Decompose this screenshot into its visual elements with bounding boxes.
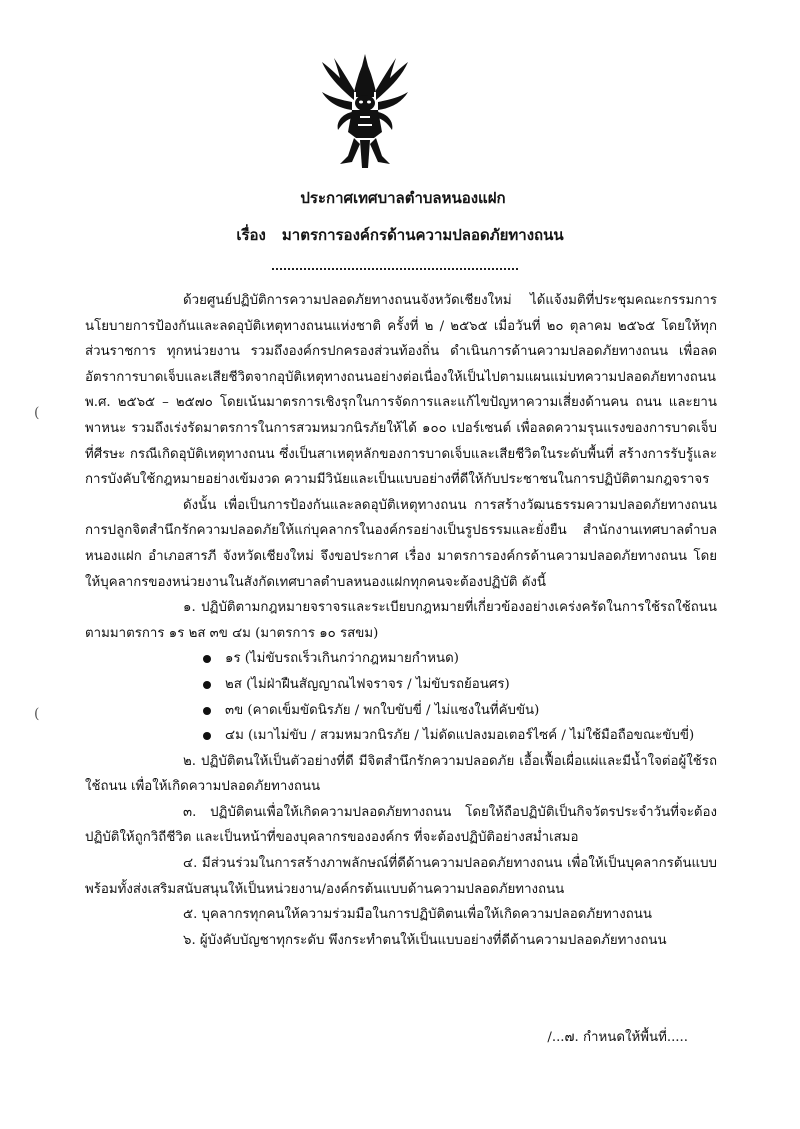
paragraph-intro: ด้วยศูนย์ปฏิบัติการความปลอดภัยทางถนนจังหวัดเชียงใหม่ ได้แจ้งมติที่ประชุมคณะกรรมการนโยบายการป้องกันและลดอุบัติเหตุทางถนนแห่งชาติ ครั้งที่ ๒ / ๒๕๖๕ เมื่อวันที่ ๒๐ ตุลาคม ๒๕๖๕ โดยให้ทุกส่วนราชการ ทุกหน่วยงาน รวมถึงองค์กรปกครองส่วนท้องถิ่น ดำเนินการด้านความปลอดภัยทางถนน เพื่อลดอัตราการบาดเจ็บและเสียชีวิตจากอุบัติเหตุทางถนนอย่างต่อเนื่องให้เป็นไปตามแผนแม่บทความปลอดภัยทางถนน พ.ศ. ๒๕๖๕ – ๒๕๗๐ โดยเน้นมาตรการเชิงรุกในการจัดการและแก้ไขปัญหาความเสี่ยงด้านคน ถนน และยานพาหนะ รวมถึงเร่งรัดมาตรการในการสวมหมวกนิรภัยให้ได้ ๑๐๐ เปอร์เซนต์ เพื่อลดความรุนแรงของการบาดเจ็บที่ศีรษะ กรณีเกิดอุบัติเหตุทางถนน ซึ่งเป็นสาเหตุหลักของการบาดเจ็บและเสียชีวิตในระดับพื้นที่ สร้างการรับรู้และการบังคับใช้กฎหมายอย่างเข้มงวด ความมีวินัยและเป็นแบบอย่างที่ดีให้กับประชาชนในการปฏิบัติตามกฎจราจร [85,293,717,488]
list-item: ๔. มีส่วนร่วมในการสร้างภาพลักษณ์ที่ดีด้านความปลอดภัยทางถนน เพื่อให้เป็นบุคลากรต้นแบบ พร้อมทั้งส่งเสริมสนับสนุนให้เป็นหน่วยงาน/องค์กรต้นแบบด้านความปลอดภัยทางถนน [85,856,717,897]
garuda-emblem-icon [318,52,412,170]
list-item: ๕. บุคลากรทุกคนให้ความร่วมมือในการปฏิบัติตนเพื่อให้เกิดความปลอดภัยทางถนน [183,907,652,923]
dotted-separator [272,258,518,270]
document-subject [0,225,800,245]
list-item: ๓. ปฏิบัติตนเพื่อให้เกิดความปลอดภัยทางถนน โดยให้ถือปฏิบัติเป็นกิจวัตรประจำวันที่จะต้องปฏิบัติให้ถูกวิถีชีวิต และเป็นหน้าที่ของบุคลากรขององค์กร ที่จะต้องปฏิบัติอย่างสม่ำเสมอ [85,804,717,846]
paragraph-therefore: ดังนั้น เพื่อเป็นการป้องกันและลดอุบัติเหตุทางถนน การสร้างวัฒนธรรมความปลอดภัยทางถนน การปลูกจิตสำนึกรักความปลอดภัยให้แก่บุคลากรในองค์กรอย่างเป็นรูปธรรมและยั่งยืน สำนักงานเทศบาลตำบลหนองแฝก อำเภอสารภี จังหวัดเชียงใหม่ จึงขอประกาศ เรื่อง มาตรการองค์กรด้านความปลอดภัยทางถนน โดยให้บุคลากรของหน่วยงานในสังกัดเทศบาลตำบลหนองแฝกทุกคนจะต้องปฏิบัติ ดังนี้ [85,497,717,590]
list-item: ๒. ปฏิบัติตนให้เป็นตัวอย่างที่ดี มีจิตสำนึกรักความปลอดภัย เอื้อเฟื้อเผื่อแผ่และมีน้ำใจต่อผู้ใช้รถใช้ถนน เพื่อให้เกิดความปลอดภัยทางถนน [85,753,717,795]
subject-text: มาตรการองค์กรด้านความปลอดภัยทางถนน [281,226,564,244]
margin-mark: ( [34,706,40,722]
list-item: ๑. ปฏิบัติตามกฎหมายจราจรและระเบียบกฎหมายที่เกี่ยวข้องอย่างเคร่งครัดในการใช้รถใช้ถนนตามมาตรการ ๑ร ๒ส ๓ข ๔ม (มาตรการ ๑๐ รสขม) [85,600,717,641]
list-item: ๔ม (เมาไม่ขับ / สวมหมวกนิรภัย / ไม่ดัดแปลงมอเตอร์ไซค์ / ไม่ใช้มือถือขณะขับขี่) [203,723,717,749]
document-title: ประกาศเทศบาลตำบลหนองแฝก [300,189,506,207]
list-item: ๓ข (คาดเข็มขัดนิรภัย / พกใบขับขี่ / ไม่แซงในที่คับขัน) [203,698,717,724]
list-item: ๖. ผู้บังคับบัญชาทุกระดับ พึงกระทำตนให้เป็นแบบอย่างที่ดีด้านความปลอดภัยทางถนน [183,932,667,948]
measures-list [85,646,717,748]
document-body [85,288,717,953]
list-item: ๒ส (ไม่ฝ่าฝืนสัญญาณไฟจราจร / ไม่ขับรถย้อนศร) [203,672,717,698]
margin-mark: ( [34,405,40,421]
subject-label: เรื่อง [236,226,266,244]
continuation-note: /...๗. กำหนดให้พื้นที่..... [547,1030,688,1045]
list-item: ๑ร (ไม่ขับรถเร็วเกินกว่ากฎหมายกำหนด) [203,646,717,672]
